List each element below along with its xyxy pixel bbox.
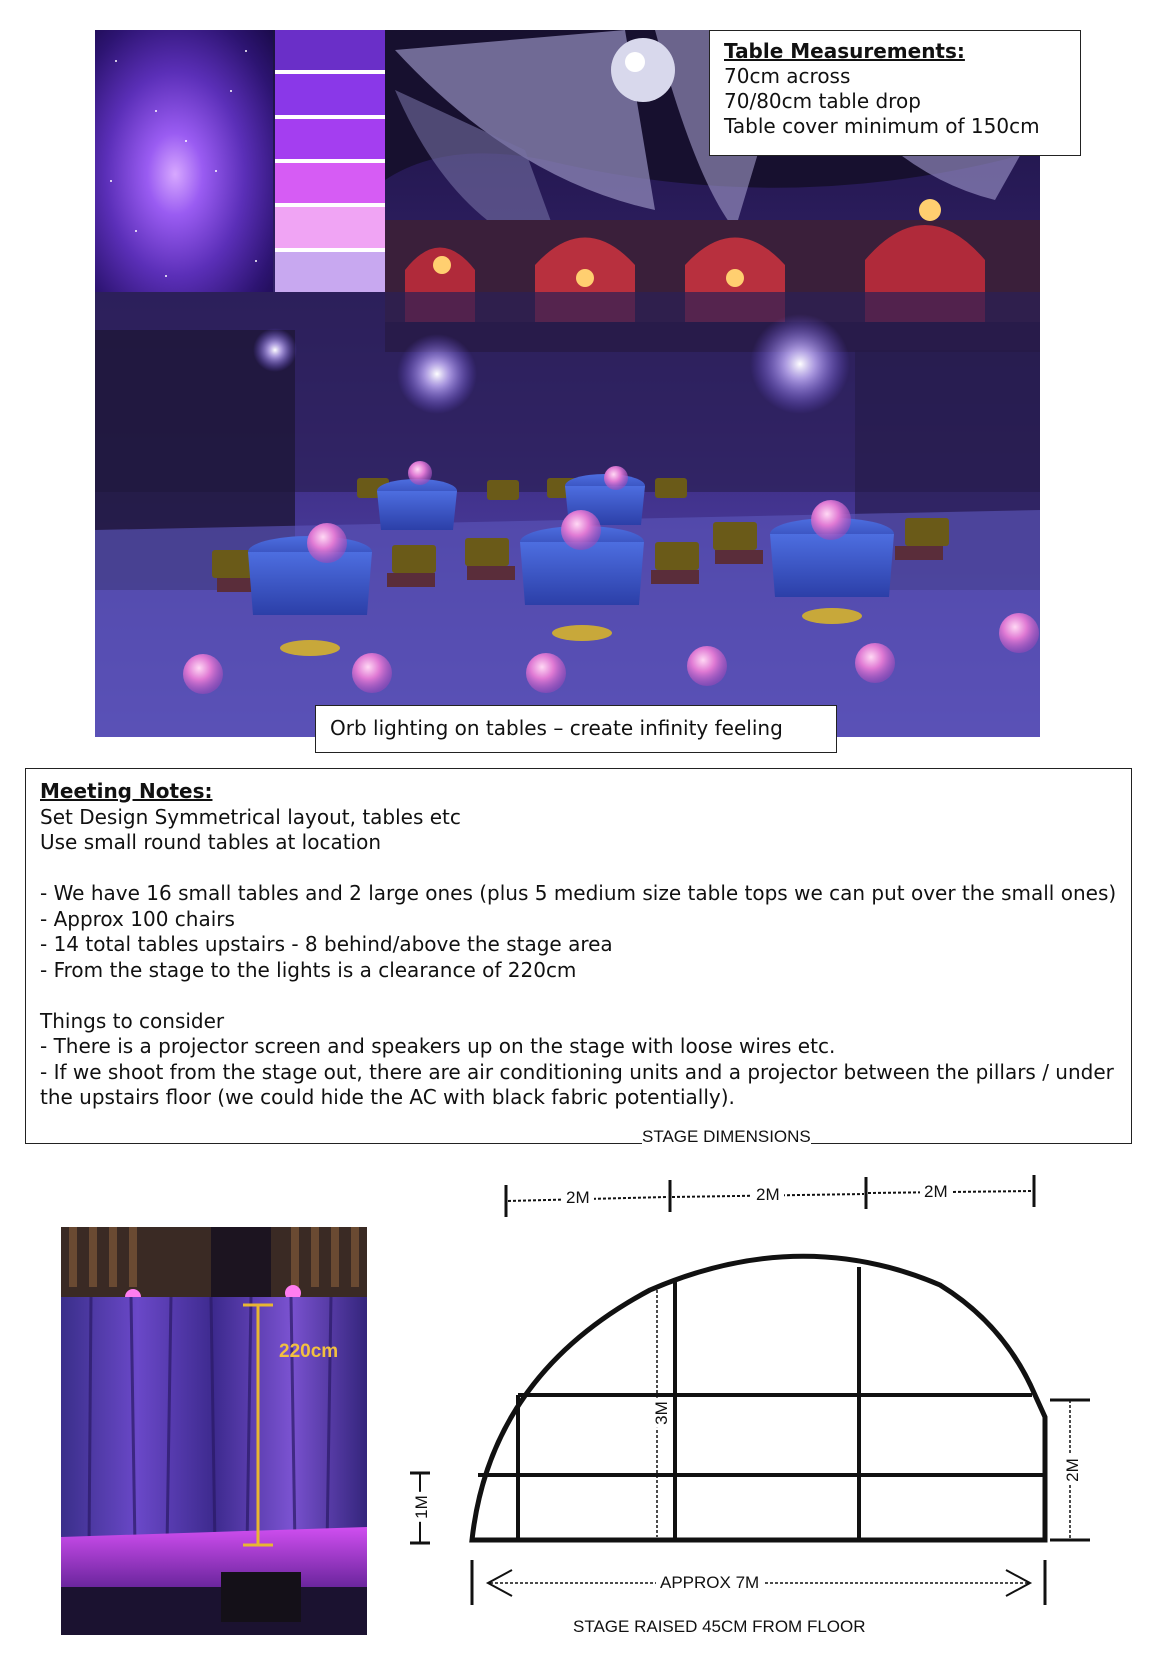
notes-fact: - Approx 100 chairs [40,906,235,931]
stage-raised-note: STAGE RAISED 45CM FROM FLOOR [573,1617,866,1636]
notes-fact: - From the stage to the lights is a clearance of 220cm [40,957,577,982]
consider-heading: Things to consider [40,1008,225,1033]
palette-swatch [275,252,385,292]
palette-swatch [275,119,385,159]
stage-dimensions-diagram [400,1127,1100,1650]
center-height-label: 3M [652,1398,672,1428]
measurement-line: 70cm across [724,64,851,88]
disco-ball [611,38,675,102]
table-measurements-title: Table Measurements: [724,39,965,63]
right-height-label: 2M [1063,1455,1083,1485]
galaxy-inspiration-image [95,30,273,292]
consider-item: - If we shoot from the stage out, there are air conditioning units and a projector between the pillars / under the upstairs floor (we could hide the AC with black fabric potentially). [40,1059,1114,1109]
stage-curtain-photo [61,1227,367,1635]
measurement-line: 70/80cm table drop [724,89,921,113]
meeting-notes-box [25,768,1132,1144]
meeting-notes-title: Meeting Notes: [40,779,213,803]
clearance-label: 220cm [279,1341,339,1362]
color-palette [275,30,385,292]
measurement-line: Table cover minimum of 150cm [724,114,1040,138]
palette-swatch [275,163,385,203]
top-segment-label: 2M [562,1188,594,1208]
hero-caption: Orb lighting on tables – create infinity feeling [315,705,837,753]
stage-outline [472,1256,1045,1540]
left-height-label: 1M [412,1492,432,1522]
notes-fact: - We have 16 small tables and 2 large ones (plus 5 medium size table tops we can put over the small ones) [40,881,1117,905]
notes-fact: - 14 total tables upstairs - 8 behind/above the stage area [40,932,613,956]
palette-swatch [275,207,385,247]
palette-swatch [275,30,385,70]
table-measurements-box [709,30,1081,156]
width-label: APPROX 7M [656,1573,763,1593]
notes-line: Use small round tables at location [40,830,382,854]
top-segment-label: 2M [752,1185,784,1205]
curtain-illustration [61,1227,367,1635]
top-segment-label: 2M [920,1182,952,1202]
stage-dimensions-title: STAGE DIMENSIONS [642,1127,811,1146]
consider-item: - There is a projector screen and speakers up on the stage with loose wires etc. [40,1034,836,1058]
notes-line: Set Design Symmetrical layout, tables etc [40,804,461,829]
palette-swatch [275,74,385,114]
